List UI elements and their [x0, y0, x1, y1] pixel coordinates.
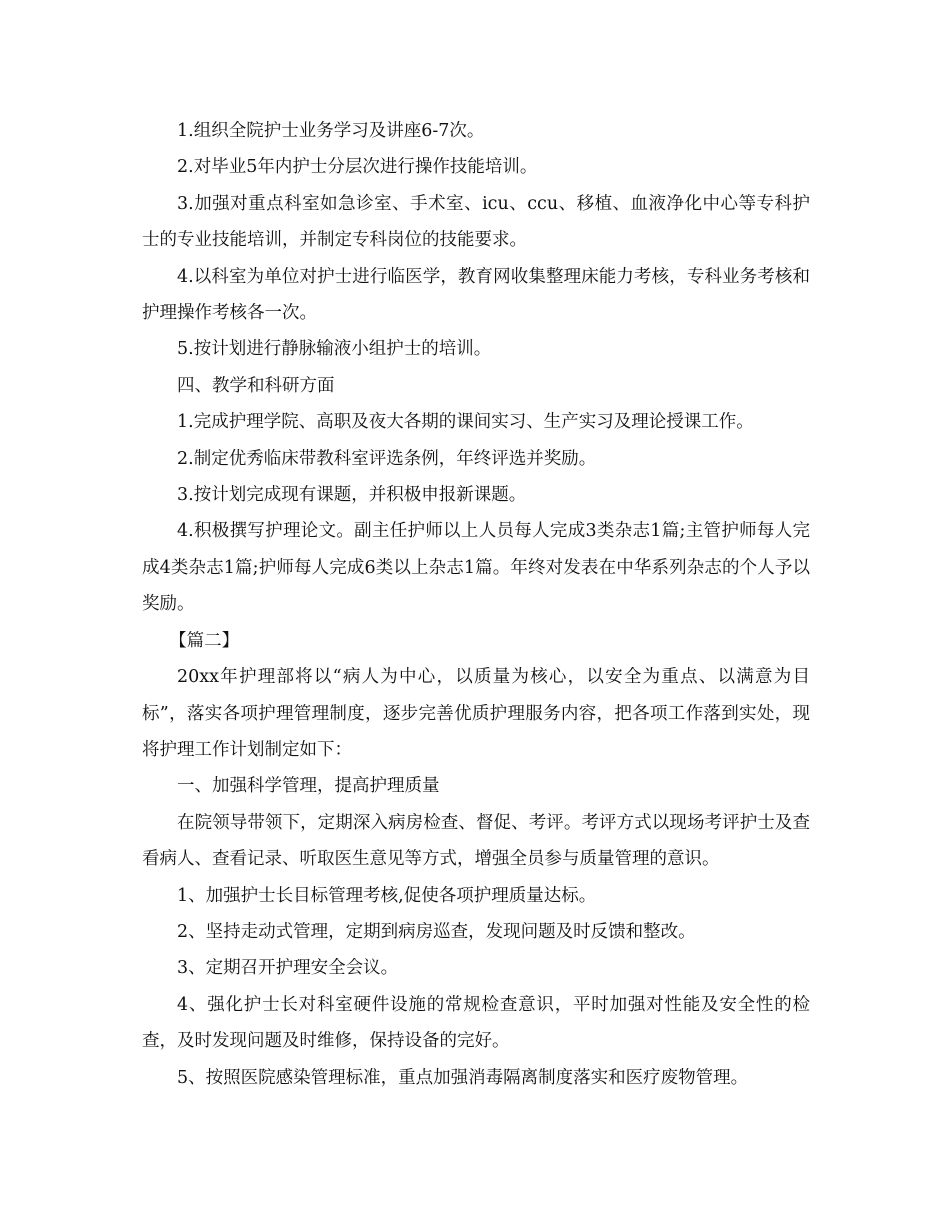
paragraph-management-4: 4、强化护士长对科室硬件设施的常规检查意识，平时加强对性能及安全性的检查，及时发现问题及时维修，保持设备的完好。: [142, 994, 810, 1052]
paragraph-teaching-3: 3.按计划完成现有课题，并积极申报新课题。: [177, 485, 527, 506]
paragraph-intro: 20xx年护理部将以“病人为中心，以质量为核心，以安全为重点、以满意为目标”，落实各项护理管理制度，逐步完善优质护理服务内容，把各项工作落到实处，现将护理工作计划制定如下：: [142, 667, 810, 760]
paragraph-management-5: 5、按照医院感染管理标准，重点加强消毒隔离制度落实和医疗废物管理。: [177, 1067, 749, 1088]
paragraph-training-1: 1.组织全院护士业务学习及讲座6-7次。: [177, 121, 485, 141]
paragraph-management-2: 2、坚持走动式管理，定期到病房巡查，发现问题及时反馈和整改。: [177, 921, 696, 942]
paragraph-training-3: 3.加强对重点科室如急诊室、手术室、icu、ccu、移植、血液净化中心等专科护士的专业技能培训，并制定专科岗位的技能要求。: [142, 193, 810, 251]
paragraph-teaching-2: 2.制定优秀临床带教科室评选条例，年终评选并奖励。: [177, 448, 597, 469]
paragraph-training-5: 5.按计划进行静脉输液小组护士的培训。: [177, 339, 492, 360]
section-heading-management: 一、加强科学管理，提高护理质量: [177, 776, 440, 797]
paragraph-management-1: 1、加强护士长目标管理考核,促使各项护理质量达标。: [177, 885, 597, 906]
paragraph-management-overview: 在院领导带领下，定期深入病房检查、督促、考评。考评方式以现场考评护士及查看病人、查看记录、听取医生意见等方式，增强全员参与质量管理的意识。: [142, 812, 810, 870]
paragraph-teaching-1: 1.完成护理学院、高职及夜大各期的课间实习、生产实习及理论授课工作。: [177, 412, 754, 433]
paragraph-training-4: 4.以科室为单位对护士进行临医学，教育网收集整理床能力考核，专科业务考核和护理操作考核各一次。: [142, 266, 810, 324]
part-two-heading: 【篇二】: [169, 630, 240, 651]
paragraph-training-2: 2.对毕业5年内护士分层次进行操作技能培训。: [177, 157, 538, 178]
section-heading-teaching-research: 四、教学和科研方面: [177, 375, 335, 396]
paragraph-teaching-4: 4.积极撰写护理论文。副主任护师以上人员每人完成3类杂志1篇;主管护师每人完成4类杂志1篇;护师每人完成6类以上杂志1篇。年终对发表在中华系列杂志的个人予以奖励。: [142, 521, 810, 615]
paragraph-management-3: 3、定期召开护理安全会议。: [177, 958, 399, 979]
